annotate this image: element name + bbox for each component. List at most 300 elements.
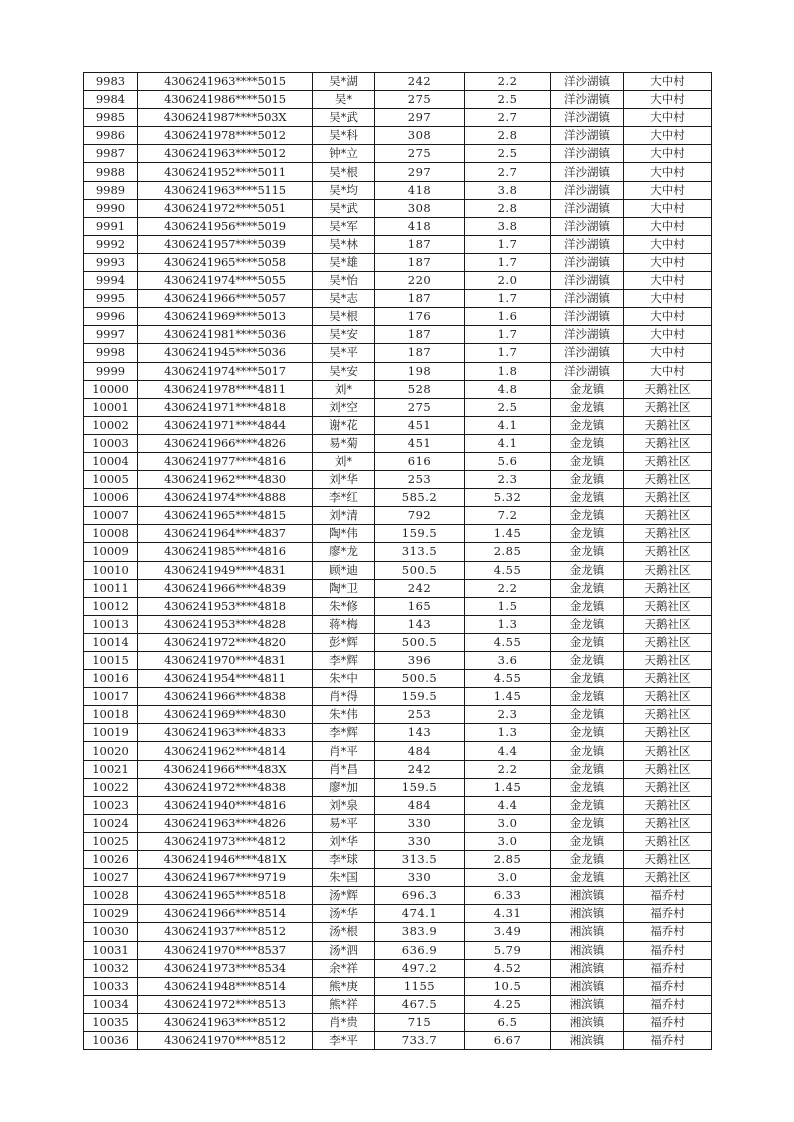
subsidy-cell: 1.8 [465, 362, 551, 380]
area-cell: 275 [375, 91, 465, 109]
village-cell: 大中村 [624, 217, 712, 235]
town-cell: 金龙镇 [551, 561, 624, 579]
area-cell: 418 [375, 217, 465, 235]
name-cell: 顾*迪 [313, 561, 375, 579]
area-cell: 313.5 [375, 851, 465, 869]
town-cell: 洋沙湖镇 [551, 217, 624, 235]
area-cell: 474.1 [375, 905, 465, 923]
subsidy-cell: 1.5 [465, 597, 551, 615]
town-cell: 洋沙湖镇 [551, 199, 624, 217]
table-body [84, 73, 712, 1050]
town-cell: 金龙镇 [551, 597, 624, 615]
id-number-cell: 4306241978****5012 [138, 127, 313, 145]
village-cell: 天鹅社区 [624, 851, 712, 869]
name-cell: 吴*林 [313, 235, 375, 253]
subsidy-cell: 5.6 [465, 452, 551, 470]
table-row [84, 1031, 712, 1049]
table-row [84, 778, 712, 796]
village-cell: 大中村 [624, 235, 712, 253]
area-cell: 330 [375, 814, 465, 832]
town-cell: 金龙镇 [551, 742, 624, 760]
town-cell: 洋沙湖镇 [551, 163, 624, 181]
table-row [84, 452, 712, 470]
subsidy-cell: 1.7 [465, 344, 551, 362]
name-cell: 吴*平 [313, 344, 375, 362]
name-cell: 肖*平 [313, 742, 375, 760]
village-cell: 天鹅社区 [624, 869, 712, 887]
village-cell: 大中村 [624, 91, 712, 109]
name-cell: 刘*空 [313, 398, 375, 416]
area-cell: 636.9 [375, 941, 465, 959]
area-cell: 330 [375, 832, 465, 850]
town-cell: 湘滨镇 [551, 1013, 624, 1031]
town-cell: 洋沙湖镇 [551, 127, 624, 145]
subsidy-cell: 10.5 [465, 977, 551, 995]
village-cell: 大中村 [624, 109, 712, 127]
name-cell: 吴*湖 [313, 73, 375, 91]
table-row [84, 869, 712, 887]
village-cell: 福乔村 [624, 887, 712, 905]
town-cell: 金龙镇 [551, 380, 624, 398]
name-cell: 廖*龙 [313, 543, 375, 561]
id-number-cell: 4306241974****5055 [138, 272, 313, 290]
town-cell: 金龙镇 [551, 579, 624, 597]
id-number-cell: 4306241974****5017 [138, 362, 313, 380]
town-cell: 湘滨镇 [551, 1031, 624, 1049]
row-number-cell: 9994 [84, 272, 138, 290]
row-number-cell: 10036 [84, 1031, 138, 1049]
area-cell: 330 [375, 869, 465, 887]
id-number-cell: 4306241973****4812 [138, 832, 313, 850]
area-cell: 159.5 [375, 778, 465, 796]
name-cell: 李*红 [313, 489, 375, 507]
row-number-cell: 9985 [84, 109, 138, 127]
name-cell: 陶*卫 [313, 579, 375, 597]
id-number-cell: 4306241948****8514 [138, 977, 313, 995]
area-cell: 1155 [375, 977, 465, 995]
table-row [84, 416, 712, 434]
id-number-cell: 4306241945****5036 [138, 344, 313, 362]
table-row [84, 706, 712, 724]
name-cell: 刘*华 [313, 832, 375, 850]
table-row [84, 851, 712, 869]
name-cell: 汤*辉 [313, 887, 375, 905]
table-row [84, 525, 712, 543]
id-number-cell: 4306241965****5058 [138, 253, 313, 271]
id-number-cell: 4306241972****5051 [138, 199, 313, 217]
table-row [84, 489, 712, 507]
id-number-cell: 4306241971****4844 [138, 416, 313, 434]
table-row [84, 1013, 712, 1031]
name-cell: 汤*华 [313, 905, 375, 923]
subsidy-cell: 4.4 [465, 742, 551, 760]
table-row [84, 380, 712, 398]
row-number-cell: 9989 [84, 181, 138, 199]
table-row [84, 290, 712, 308]
id-number-cell: 4306241940****4816 [138, 796, 313, 814]
table-row [84, 199, 712, 217]
area-cell: 500.5 [375, 670, 465, 688]
town-cell: 洋沙湖镇 [551, 73, 624, 91]
table-row [84, 887, 712, 905]
subsidy-cell: 6.33 [465, 887, 551, 905]
table-row [84, 724, 712, 742]
name-cell: 朱*伟 [313, 706, 375, 724]
name-cell: 吴*均 [313, 181, 375, 199]
subsidy-cell: 4.55 [465, 670, 551, 688]
village-cell: 天鹅社区 [624, 670, 712, 688]
village-cell: 天鹅社区 [624, 525, 712, 543]
subsidy-cell: 4.4 [465, 796, 551, 814]
id-number-cell: 4306241966****4838 [138, 688, 313, 706]
area-cell: 159.5 [375, 525, 465, 543]
row-number-cell: 10019 [84, 724, 138, 742]
village-cell: 天鹅社区 [624, 434, 712, 452]
village-cell: 天鹅社区 [624, 778, 712, 796]
area-cell: 242 [375, 579, 465, 597]
subsidy-cell: 3.0 [465, 814, 551, 832]
village-cell: 天鹅社区 [624, 597, 712, 615]
row-number-cell: 9983 [84, 73, 138, 91]
id-number-cell: 4306241963****5012 [138, 145, 313, 163]
id-number-cell: 4306241965****8518 [138, 887, 313, 905]
name-cell: 陶*伟 [313, 525, 375, 543]
row-number-cell: 10014 [84, 633, 138, 651]
village-cell: 大中村 [624, 253, 712, 271]
area-cell: 451 [375, 434, 465, 452]
row-number-cell: 10021 [84, 760, 138, 778]
row-number-cell: 10011 [84, 579, 138, 597]
area-cell: 396 [375, 652, 465, 670]
id-number-cell: 4306241970****8537 [138, 941, 313, 959]
name-cell: 刘*泉 [313, 796, 375, 814]
id-number-cell: 4306241967****9719 [138, 869, 313, 887]
table-row [84, 597, 712, 615]
subsidy-cell: 4.1 [465, 416, 551, 434]
name-cell: 刘*清 [313, 507, 375, 525]
area-cell: 187 [375, 253, 465, 271]
town-cell: 金龙镇 [551, 796, 624, 814]
row-number-cell: 10007 [84, 507, 138, 525]
village-cell: 天鹅社区 [624, 561, 712, 579]
town-cell: 金龙镇 [551, 670, 624, 688]
name-cell: 朱*国 [313, 869, 375, 887]
area-cell: 143 [375, 724, 465, 742]
village-cell: 天鹅社区 [624, 615, 712, 633]
subsidy-cell: 2.3 [465, 471, 551, 489]
subsidy-cell: 7.2 [465, 507, 551, 525]
area-cell: 297 [375, 109, 465, 127]
row-number-cell: 9988 [84, 163, 138, 181]
table-row [84, 109, 712, 127]
row-number-cell: 9986 [84, 127, 138, 145]
name-cell: 吴*安 [313, 326, 375, 344]
village-cell: 大中村 [624, 272, 712, 290]
name-cell: 李*辉 [313, 652, 375, 670]
village-cell: 天鹅社区 [624, 706, 712, 724]
village-cell: 天鹅社区 [624, 507, 712, 525]
town-cell: 金龙镇 [551, 832, 624, 850]
row-number-cell: 9990 [84, 199, 138, 217]
table-row [84, 127, 712, 145]
town-cell: 洋沙湖镇 [551, 181, 624, 199]
table-row [84, 308, 712, 326]
town-cell: 金龙镇 [551, 543, 624, 561]
name-cell: 汤*根 [313, 923, 375, 941]
id-number-cell: 4306241969****5013 [138, 308, 313, 326]
area-cell: 696.3 [375, 887, 465, 905]
name-cell: 吴*科 [313, 127, 375, 145]
row-number-cell: 10004 [84, 452, 138, 470]
row-number-cell: 10015 [84, 652, 138, 670]
id-number-cell: 4306241978****4811 [138, 380, 313, 398]
row-number-cell: 9995 [84, 290, 138, 308]
village-cell: 天鹅社区 [624, 796, 712, 814]
id-number-cell: 4306241970****4831 [138, 652, 313, 670]
name-cell: 肖*贵 [313, 1013, 375, 1031]
area-cell: 715 [375, 1013, 465, 1031]
town-cell: 金龙镇 [551, 851, 624, 869]
id-number-cell: 4306241953****4828 [138, 615, 313, 633]
id-number-cell: 4306241965****4815 [138, 507, 313, 525]
name-cell: 刘* [313, 452, 375, 470]
table-row [84, 923, 712, 941]
village-cell: 大中村 [624, 145, 712, 163]
town-cell: 洋沙湖镇 [551, 308, 624, 326]
name-cell: 余*祥 [313, 959, 375, 977]
row-number-cell: 10029 [84, 905, 138, 923]
village-cell: 大中村 [624, 290, 712, 308]
id-number-cell: 4306241963****8512 [138, 1013, 313, 1031]
name-cell: 朱*中 [313, 670, 375, 688]
table-row [84, 760, 712, 778]
row-number-cell: 10035 [84, 1013, 138, 1031]
name-cell: 蒋*梅 [313, 615, 375, 633]
area-cell: 165 [375, 597, 465, 615]
name-cell: 吴*志 [313, 290, 375, 308]
row-number-cell: 9996 [84, 308, 138, 326]
area-cell: 220 [375, 272, 465, 290]
name-cell: 熊*祥 [313, 995, 375, 1013]
village-cell: 大中村 [624, 308, 712, 326]
name-cell: 刘* [313, 380, 375, 398]
subsidy-cell: 3.0 [465, 832, 551, 850]
village-cell: 福乔村 [624, 941, 712, 959]
village-cell: 福乔村 [624, 923, 712, 941]
table-row [84, 633, 712, 651]
subsidy-cell: 2.8 [465, 199, 551, 217]
town-cell: 金龙镇 [551, 778, 624, 796]
area-cell: 275 [375, 145, 465, 163]
id-number-cell: 4306241973****8534 [138, 959, 313, 977]
row-number-cell: 10025 [84, 832, 138, 850]
subsidy-cell: 2.8 [465, 127, 551, 145]
town-cell: 洋沙湖镇 [551, 91, 624, 109]
table-row [84, 652, 712, 670]
village-cell: 天鹅社区 [624, 633, 712, 651]
name-cell: 吴*安 [313, 362, 375, 380]
subsidy-cell: 1.7 [465, 253, 551, 271]
area-cell: 176 [375, 308, 465, 326]
table-row [84, 326, 712, 344]
village-cell: 天鹅社区 [624, 489, 712, 507]
village-cell: 天鹅社区 [624, 471, 712, 489]
id-number-cell: 4306241953****4818 [138, 597, 313, 615]
table-row [84, 272, 712, 290]
table-row [84, 959, 712, 977]
data-table [83, 72, 712, 1050]
table-row [84, 941, 712, 959]
subsidy-cell: 2.7 [465, 163, 551, 181]
table-row [84, 796, 712, 814]
town-cell: 金龙镇 [551, 688, 624, 706]
row-number-cell: 10020 [84, 742, 138, 760]
table-row [84, 561, 712, 579]
row-number-cell: 10026 [84, 851, 138, 869]
row-number-cell: 9998 [84, 344, 138, 362]
village-cell: 天鹅社区 [624, 814, 712, 832]
row-number-cell: 9991 [84, 217, 138, 235]
subsidy-cell: 1.3 [465, 615, 551, 633]
town-cell: 湘滨镇 [551, 905, 624, 923]
row-number-cell: 10000 [84, 380, 138, 398]
name-cell: 李*球 [313, 851, 375, 869]
name-cell: 易*平 [313, 814, 375, 832]
area-cell: 451 [375, 416, 465, 434]
area-cell: 308 [375, 127, 465, 145]
table-row [84, 579, 712, 597]
village-cell: 天鹅社区 [624, 579, 712, 597]
id-number-cell: 4306241972****4838 [138, 778, 313, 796]
town-cell: 金龙镇 [551, 452, 624, 470]
subsidy-cell: 3.0 [465, 869, 551, 887]
town-cell: 洋沙湖镇 [551, 253, 624, 271]
name-cell: 吴*雄 [313, 253, 375, 271]
area-cell: 143 [375, 615, 465, 633]
subsidy-cell: 4.52 [465, 959, 551, 977]
id-number-cell: 4306241952****5011 [138, 163, 313, 181]
town-cell: 洋沙湖镇 [551, 344, 624, 362]
id-number-cell: 4306241946****481X [138, 851, 313, 869]
name-cell: 肖*得 [313, 688, 375, 706]
area-cell: 500.5 [375, 633, 465, 651]
name-cell: 易*菊 [313, 434, 375, 452]
table-row [84, 543, 712, 561]
area-cell: 733.7 [375, 1031, 465, 1049]
village-cell: 大中村 [624, 73, 712, 91]
table-row [84, 163, 712, 181]
id-number-cell: 4306241971****4818 [138, 398, 313, 416]
area-cell: 297 [375, 163, 465, 181]
name-cell: 谢*花 [313, 416, 375, 434]
table-row [84, 507, 712, 525]
id-number-cell: 4306241966****8514 [138, 905, 313, 923]
town-cell: 湘滨镇 [551, 995, 624, 1013]
table-row [84, 615, 712, 633]
town-cell: 湘滨镇 [551, 887, 624, 905]
row-number-cell: 10028 [84, 887, 138, 905]
table-row [84, 235, 712, 253]
village-cell: 大中村 [624, 326, 712, 344]
row-number-cell: 9993 [84, 253, 138, 271]
row-number-cell: 10034 [84, 995, 138, 1013]
subsidy-cell: 1.45 [465, 778, 551, 796]
town-cell: 金龙镇 [551, 814, 624, 832]
town-cell: 洋沙湖镇 [551, 272, 624, 290]
row-number-cell: 10013 [84, 615, 138, 633]
town-cell: 湘滨镇 [551, 923, 624, 941]
area-cell: 242 [375, 73, 465, 91]
table-row [84, 217, 712, 235]
subsidy-cell: 5.79 [465, 941, 551, 959]
area-cell: 500.5 [375, 561, 465, 579]
row-number-cell: 10033 [84, 977, 138, 995]
town-cell: 金龙镇 [551, 760, 624, 778]
village-cell: 福乔村 [624, 959, 712, 977]
row-number-cell: 10002 [84, 416, 138, 434]
subsidy-cell: 4.1 [465, 434, 551, 452]
area-cell: 159.5 [375, 688, 465, 706]
village-cell: 天鹅社区 [624, 760, 712, 778]
subsidy-cell: 1.6 [465, 308, 551, 326]
subsidy-cell: 4.31 [465, 905, 551, 923]
table-row [84, 398, 712, 416]
town-cell: 金龙镇 [551, 706, 624, 724]
row-number-cell: 10001 [84, 398, 138, 416]
table-row [84, 814, 712, 832]
name-cell: 李*辉 [313, 724, 375, 742]
id-number-cell: 4306241966****4839 [138, 579, 313, 597]
table-row [84, 995, 712, 1013]
area-cell: 308 [375, 199, 465, 217]
row-number-cell: 10032 [84, 959, 138, 977]
town-cell: 金龙镇 [551, 525, 624, 543]
id-number-cell: 4306241949****4831 [138, 561, 313, 579]
table-row [84, 181, 712, 199]
name-cell: 吴*怡 [313, 272, 375, 290]
row-number-cell: 9987 [84, 145, 138, 163]
table-row [84, 832, 712, 850]
table-row [84, 471, 712, 489]
town-cell: 金龙镇 [551, 615, 624, 633]
town-cell: 湘滨镇 [551, 959, 624, 977]
subsidy-cell: 6.5 [465, 1013, 551, 1031]
village-cell: 福乔村 [624, 995, 712, 1013]
town-cell: 洋沙湖镇 [551, 326, 624, 344]
village-cell: 福乔村 [624, 1031, 712, 1049]
town-cell: 洋沙湖镇 [551, 145, 624, 163]
id-number-cell: 4306241963****4833 [138, 724, 313, 742]
subsidy-cell: 2.5 [465, 398, 551, 416]
row-number-cell: 9984 [84, 91, 138, 109]
table-row [84, 73, 712, 91]
town-cell: 洋沙湖镇 [551, 109, 624, 127]
village-cell: 大中村 [624, 362, 712, 380]
village-cell: 天鹅社区 [624, 398, 712, 416]
row-number-cell: 10016 [84, 670, 138, 688]
subsidy-cell: 2.3 [465, 706, 551, 724]
village-cell: 天鹅社区 [624, 832, 712, 850]
subsidy-cell: 6.67 [465, 1031, 551, 1049]
id-number-cell: 4306241987****503X [138, 109, 313, 127]
village-cell: 福乔村 [624, 905, 712, 923]
village-cell: 天鹅社区 [624, 452, 712, 470]
id-number-cell: 4306241966****483X [138, 760, 313, 778]
subsidy-cell: 4.25 [465, 995, 551, 1013]
row-number-cell: 10006 [84, 489, 138, 507]
subsidy-cell: 2.2 [465, 73, 551, 91]
area-cell: 275 [375, 398, 465, 416]
